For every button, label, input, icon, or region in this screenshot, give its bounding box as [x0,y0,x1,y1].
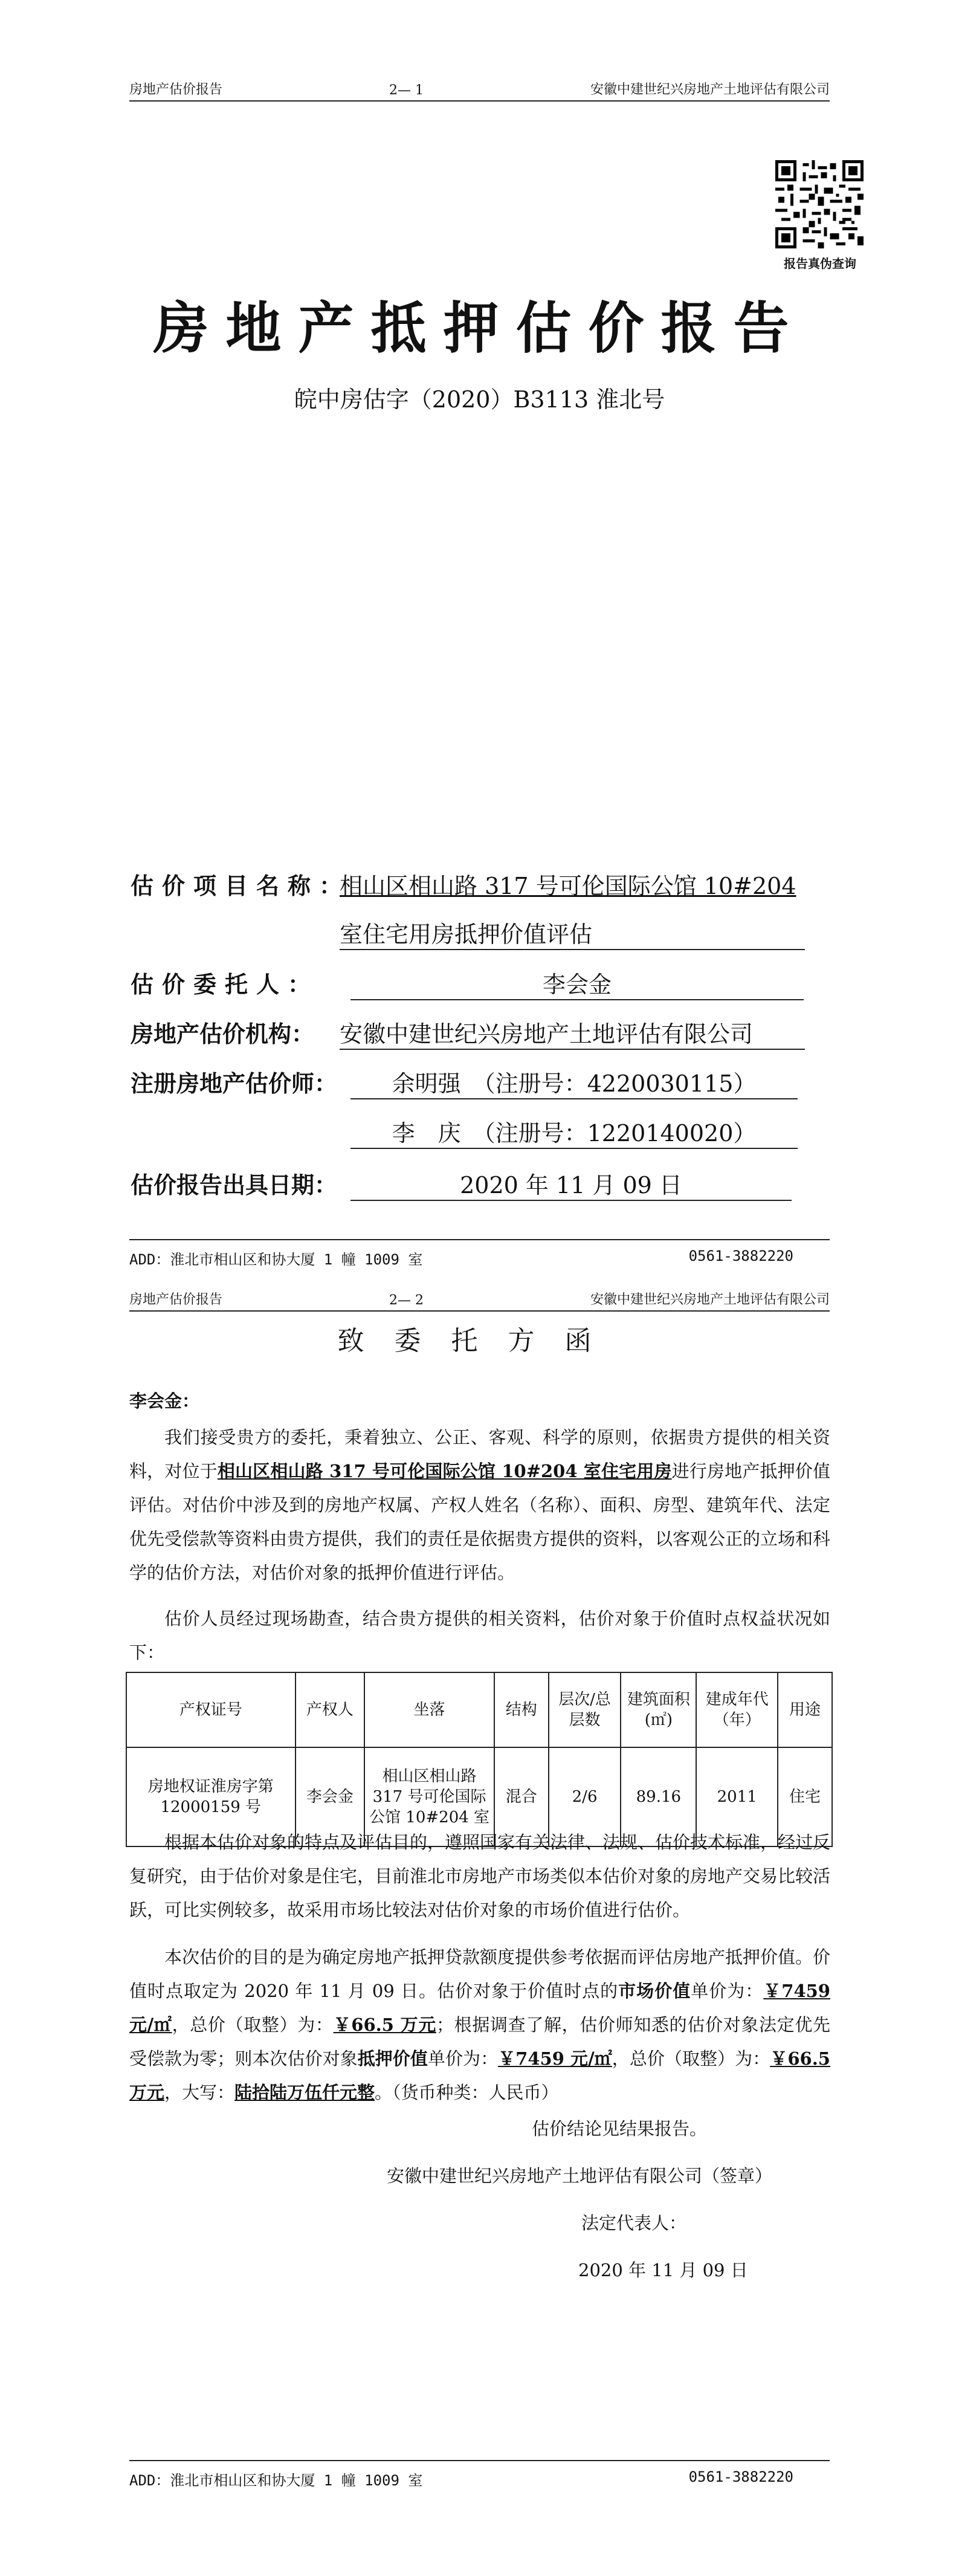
para4-text: ，大写： [164,2082,235,2103]
cell-cert-no: 房地权证淮房字第 12000159 号 [126,1747,295,1846]
page-header [129,1287,830,1312]
market-value-label: 市场价值 [618,1981,691,2001]
cell-usage: 住宅 [778,1747,832,1846]
report-number: 皖中房估字（2020）B3113 淮北号 [294,386,665,413]
date-label: 估价报告出具日期： [131,1172,338,1199]
qr-caption: 报告真伪查询 [784,256,856,271]
col-location: 坐落 [364,1672,494,1747]
paragraph-3: 根据本估价对象的特点及评估目的，遵照国家有关法律、法规、估价技术标准，经过反复研究，由于估价对象是住宅，目前淮北市房地产市场类似本估价对象的房地产交易比较活跃，可比实例较多，故采用市场比较法对估价对象的市场价值进行估价。 [129,1832,831,1920]
paragraph-1 [129,1420,830,1590]
col-usage: 用途 [778,1672,832,1747]
header-left: 房地产估价报告 [129,1292,223,1307]
para4-text: ，总价（取整）为： [612,2048,770,2069]
market-unit-price: ￥7459 元/㎡ [129,1981,830,2035]
para1-text: 我们接受贵方的委托，秉着独立、公正、客观、科学的原则，依据贵方提供的相关资料，对位于 [129,1427,830,1481]
col-owner: 产权人 [295,1672,365,1747]
mortgage-unit-price: ￥7459 元/㎡ [498,2048,612,2069]
company-signature: 安徽中建世纪兴房地产土地评估有限公司（签章） [387,2166,773,2186]
client-value: 李会金 [350,966,804,1000]
salutation: 李会金： [129,1391,200,1411]
cell-year: 2011 [696,1747,778,1846]
report-title: 房地产抵押估价报告 [153,296,806,361]
para4-text: 单价为： [427,2048,499,2069]
col-floors: 层次/总层数 [549,1672,621,1747]
project-value-line1: 相山区相山路 317 号可伦国际公馆 10#204 [340,873,796,899]
table-header-row [126,1672,832,1747]
property-address: 相山区相山路 317 号可伦国际公馆 10#204 室住宅用房 [217,1461,672,1481]
header-company: 安徽中建世纪兴房地产土地评估有限公司 [590,1292,830,1307]
para1-text-rest: 进行房地产抵押价值评估。对估价中涉及到的房地产权属、产权人姓名（名称）、面积、房型、建筑年代、法定优先受偿款等资料由贵方提供，我们的责任是依据贵方提供的资料，以客观公正的立场和科学的估价方法，对估价对象的抵押价值进行评估。 [129,1461,831,1583]
project-value-line2: 室住宅用房抵押价值评估 [340,916,805,950]
agency-label: 房地产估价机构： [131,1021,315,1047]
col-structure: 结构 [494,1672,549,1747]
mortgage-total-price: ￥66.5 万元 [129,2048,830,2103]
property-table [126,1672,833,1847]
footer-phone: 0561-3882220 [688,1248,793,1264]
footer-address: ADD：淮北市相山区和协大厦 1 幢 1009 室 [129,2472,423,2489]
letter-title: 致委托方函 [337,1325,622,1356]
col-cert-no: 产权证号 [126,1672,295,1747]
amount-in-words: 陆拾陆万伍仟元整 [234,2082,375,2103]
client-label: 估价委托人： [131,971,320,998]
appraiser-label: 注册房地产估价师： [131,1070,338,1097]
legal-representative: 法定代表人： [581,2213,687,2233]
cell-floors: 2/6 [549,1747,621,1846]
header-page-number: 2— 2 [389,1293,424,1308]
project-label: 估价项目名称： [131,873,351,899]
header-left: 房地产估价报告 [129,82,223,97]
col-area: 建筑面积(㎡) [621,1672,696,1747]
para4-text: ，总价（取整）为： [172,2015,334,2035]
page-footer [129,1239,830,1269]
paragraph-4 [129,1940,830,2109]
header-company: 安徽中建世纪兴房地产土地评估有限公司 [590,82,830,97]
header-page-number: 2— 1 [389,83,424,98]
appraiser-1: 余明强 （注册号：4220030115） [350,1065,798,1099]
letter-date: 2020 年 11 月 09 日 [578,2260,748,2280]
footer-address: ADD：淮北市相山区和协大厦 1 幢 1009 室 [129,1251,423,1268]
qr-code-icon[interactable] [775,160,864,248]
col-year: 建成年代（年） [696,1672,778,1747]
cell-owner: 李会金 [295,1747,365,1846]
market-total-price: ￥66.5 万元 [333,2015,436,2035]
para4-text: 单价为： [691,1981,764,2001]
date-value: 2020 年 11 月 09 日 [350,1167,792,1201]
para4-text: 本次估价的目的是为确定房地产抵押贷款额度提供参考依据而评估房地产抵押价值。价值时点取定为 2020 年 11 月 09 日。估价对象于价值时点的 [129,1947,831,2001]
page-footer [129,2460,830,2490]
cell-location: 相山区相山路 317 号可伦国际公馆 10#204 室 [364,1747,494,1846]
para4-text: ；根据调查了解，估价师知悉的估价对象法定优先受偿款为零；则本次估价对象 [129,2015,830,2069]
closing-note: 估价结论见结果报告。 [532,2118,708,2139]
appraiser-2: 李 庆 （注册号：1220140020） [350,1115,798,1149]
cell-area: 89.16 [621,1747,696,1846]
footer-phone: 0561-3882220 [688,2468,793,2485]
agency-value: 安徽中建世纪兴房地产土地评估有限公司 [340,1015,805,1050]
cell-structure: 混合 [494,1747,549,1846]
para4-text: 。（货币种类：人民币） [375,2082,559,2103]
mortgage-value-label: 抵押价值 [357,2048,428,2069]
page-header [129,77,830,102]
paragraph-2: 估价人员经过现场勘查，结合贵方提供的相关资料，估价对象于价值时点权益状况如下： [129,1608,830,1663]
